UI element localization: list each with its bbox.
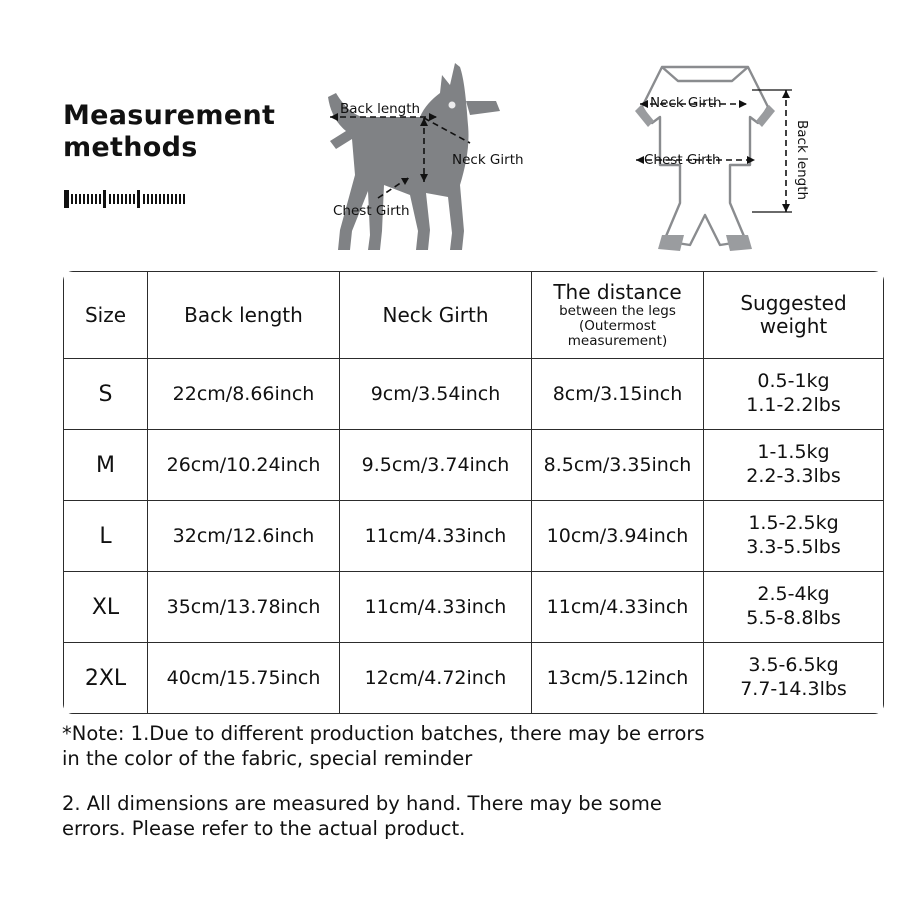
header-distance-sub1: between the legs <box>559 303 676 320</box>
garment-label-back-length: Back length <box>794 120 810 201</box>
header-distance <box>532 272 704 359</box>
cell-back-length: 35cm/13.78inch <box>148 572 340 643</box>
cell-weight-lbs: 1.1-2.2lbs <box>746 394 841 416</box>
note-1-line-2: in the color of the fabric, special reminder <box>62 746 473 770</box>
cell-size: M <box>64 430 148 501</box>
notes-section <box>62 722 882 862</box>
garment-label-neck-girth: Neck Girth <box>650 95 722 111</box>
table-header-row <box>64 272 884 359</box>
header-distance-sub3: measurement) <box>567 332 668 349</box>
cell-weight-lbs: 7.7-14.3lbs <box>740 678 847 700</box>
cell-distance: 10cm/3.94inch <box>532 501 704 572</box>
cell-weight <box>704 572 884 643</box>
cell-weight-kg: 2.5-4kg <box>757 583 830 606</box>
cell-weight <box>704 643 884 714</box>
size-table <box>63 271 884 714</box>
cell-neck-girth: 11cm/4.33inch <box>340 501 532 572</box>
header-neck-girth: Neck Girth <box>340 272 532 359</box>
page-title-line-1: Measurement <box>63 100 276 131</box>
note-2-line-2: errors. Please refer to the actual product. <box>62 816 466 840</box>
cell-distance: 11cm/4.33inch <box>532 572 704 643</box>
cell-size: S <box>64 359 148 430</box>
note-1-line-1: *Note: 1.Due to different production batches, there may be errors <box>62 722 705 745</box>
note-1 <box>62 722 882 772</box>
cell-weight-lbs: 5.5-8.8lbs <box>746 607 841 629</box>
page-title-line-2: methods <box>63 131 198 163</box>
header-weight-line-2: weight <box>759 314 828 338</box>
dog-label-neck-girth: Neck Girth <box>452 152 524 168</box>
table-row <box>64 501 884 572</box>
header-distance-sub2: (Outermost <box>578 318 657 335</box>
cell-neck-girth: 12cm/4.72inch <box>340 643 532 714</box>
cell-size: 2XL <box>64 643 148 714</box>
note-2-line-1: 2. All dimensions are measured by hand. There may be some <box>62 791 662 815</box>
cell-weight-kg: 3.5-6.5kg <box>748 654 839 677</box>
header-back-length: Back length <box>148 272 340 359</box>
cell-weight-lbs: 3.3-5.5lbs <box>746 536 841 558</box>
table-row <box>64 643 884 714</box>
cell-neck-girth: 11cm/4.33inch <box>340 572 532 643</box>
cell-distance: 13cm/5.12inch <box>532 643 704 714</box>
size-table-body <box>64 359 884 714</box>
cell-back-length: 40cm/15.75inch <box>148 643 340 714</box>
cell-weight-kg: 1-1.5kg <box>757 441 830 464</box>
table-row <box>64 572 884 643</box>
cell-distance: 8cm/3.15inch <box>532 359 704 430</box>
table-row <box>64 359 884 430</box>
garment-measure-lines <box>0 0 900 268</box>
cell-neck-girth: 9cm/3.54inch <box>340 359 532 430</box>
garment-label-chest-girth: Chest Girth <box>644 152 721 168</box>
cell-weight-lbs: 2.2-3.3lbs <box>746 465 841 487</box>
cell-back-length: 26cm/10.24inch <box>148 430 340 501</box>
cell-size: XL <box>64 572 148 643</box>
size-table-container <box>63 271 847 714</box>
cell-weight <box>704 501 884 572</box>
cell-weight-kg: 0.5-1kg <box>757 370 830 393</box>
note-2 <box>62 792 882 842</box>
dog-label-chest-girth: Chest Girth <box>333 203 410 219</box>
header-size: Size <box>64 272 148 359</box>
cell-weight-kg: 1.5-2.5kg <box>748 512 839 535</box>
header-section <box>0 0 900 268</box>
dog-label-back-length: Back length <box>340 101 421 117</box>
cell-weight <box>704 359 884 430</box>
header-distance-main: The distance <box>553 280 682 305</box>
header-weight-line-1: Suggested <box>740 291 847 315</box>
size-table-head <box>64 272 884 359</box>
cell-neck-girth: 9.5cm/3.74inch <box>340 430 532 501</box>
cell-size: L <box>64 501 148 572</box>
cell-back-length: 22cm/8.66inch <box>148 359 340 430</box>
cell-distance: 8.5cm/3.35inch <box>532 430 704 501</box>
table-row <box>64 430 884 501</box>
header-suggested-weight <box>704 272 884 359</box>
cell-weight <box>704 430 884 501</box>
cell-back-length: 32cm/12.6inch <box>148 501 340 572</box>
